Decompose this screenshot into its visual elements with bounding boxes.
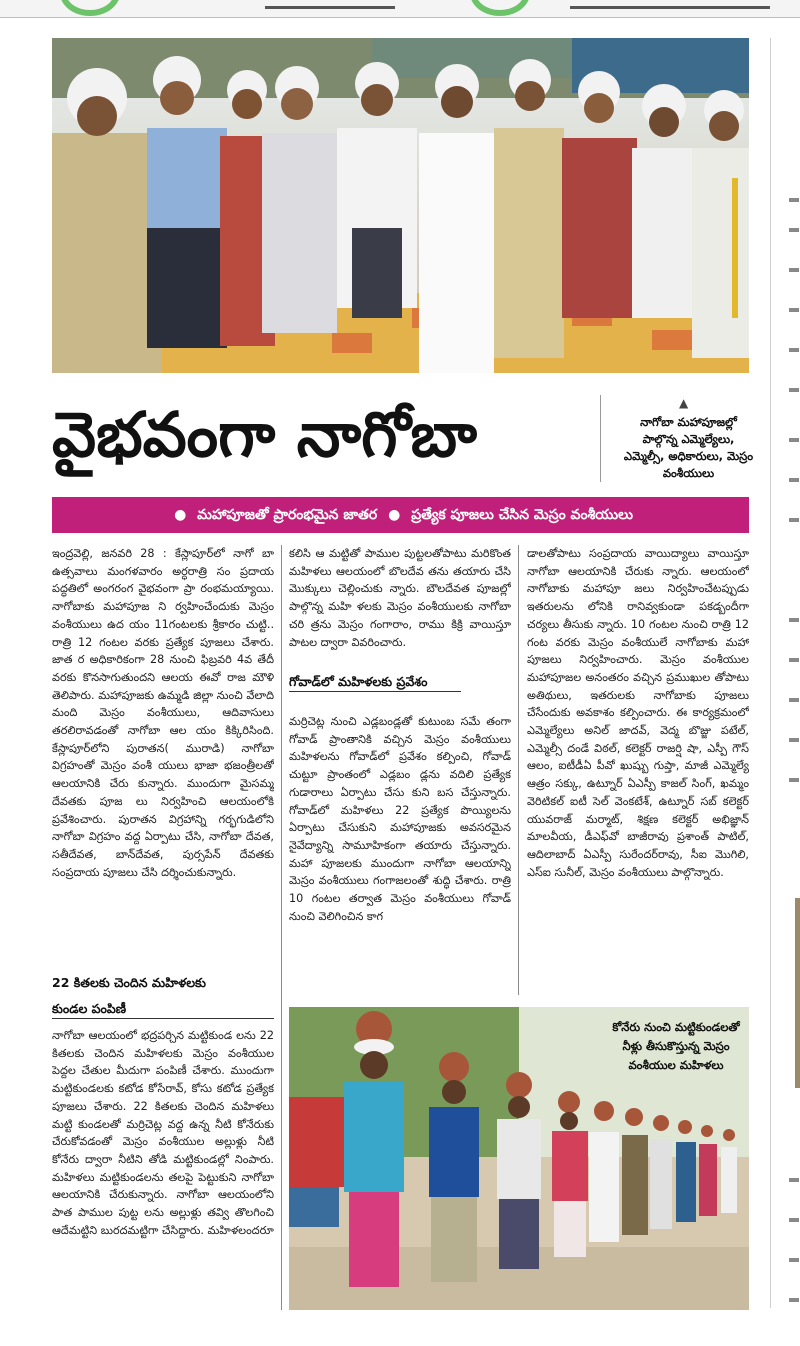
decorative-arc <box>60 0 120 16</box>
caption-line: కోనేరు నుంచి మట్టికుండలతో <box>612 1020 740 1034</box>
subheading: కుండల పంపిణీ <box>52 1000 274 1019</box>
cut-text-line <box>265 6 395 9</box>
headline: వైభవంగా నాగోబా <box>52 398 478 471</box>
subheading: 22 కితలకు చెందిన మహిళలకు <box>52 975 206 990</box>
bottom-photo-caption <box>596 1018 756 1075</box>
body-column-2-bottom <box>289 713 511 995</box>
caption-line: వంశీయులు <box>662 466 715 480</box>
body-paragraph: మర్రిచెట్ల నుంచి ఎడ్లబండ్లతో కుటుంబ సమే తంగా గోవాడ్ ప్రాంతానికి వచ్చిన మెస్రం వంశీయులు మహిళలను గోవాడ్‌లో ప్రవేశం కల్పించి, గోవాడ్ చుట్టూ ప్రాంతంలో ఎడ్లబం డ్లను వదిలి ప్రత్యేక గుడారాలు ఏర్పాటు చేసు కుని బస చేస్తున్నారు. గోవాడ్‌లో మహిళలు 22 ప్రత్యేక పొయ్యిలను ఏర్పాటు చేసుకుని మహాపూజకు అవసరమైన నైవేద్యాన్ని సామూహికంగా తయారు చేస్తున్నారు. మహా పూజలకు ముందుగా నాగోబా ఆలయాన్ని మెస్రం వంశీయులు గంగాజలంతో శుద్ధి చేశారు. రాత్రి 10 గంటల తర్వాత మెస్రం వంశీయులు గోవాడ్ నుంచి వెలిగించిన కాగ <box>289 715 511 923</box>
body-paragraph: నాగోబా ఆలయంలో భద్రపర్చిన మట్టికుండ లను 22 కితలకు చెందిన మహిళలకు మెస్రం వంశీయుల పెద్దల చేతుల మీదుగా పంపిణీ చేశారు. ముందుగా మట్టికుండలకు కటోడ కోసేరావ్, కోసు కటోడ ప్రత్యేక పూజలు చేశారు. 22 కితలకు చెందిన మహిళలు మట్టి కుండలతో మర్రిచెట్ల వద్ద ఉన్న నీటి కోనేరుకు చేరుకోవడంతో మెస్రం వంశీయుల అల్లుళ్లు నీటి కోనేరు ద్వారా నీటిని తోడి మట్టికుండల్లో నింపారు. మహిళలు మట్టికుండలను తలపై పెట్టుకుని నాగోబా ఆలయానికి చేరుకున్నారు. నాగోబా ఆలయంలోని పాత పాముల పుట్ట లను అల్లుళ్లు తవ్వి తొలగించి ఆదేమట్టిని బురదమట్టిగా చేసిద్దారు. మహిళలందరూ <box>52 1029 274 1237</box>
subheading: గోవాడ్‌లో మహిళలకు ప్రవేశం <box>289 673 461 692</box>
deck-item-1: మహాపూజతో ప్రారంభమైన జాతర <box>197 507 378 523</box>
top-photo-caption <box>600 395 768 482</box>
body-column-1-bottom <box>52 1027 274 1310</box>
body-column-1-top <box>52 545 274 961</box>
body-column-2-top <box>289 545 511 669</box>
bullet-icon: ● <box>388 507 401 523</box>
decorative-arc <box>470 0 530 16</box>
deck-bar <box>52 497 749 533</box>
deck-item-2: ప్రత్యేక పూజలు చేసిన మెస్రం వంశీయులు <box>411 507 633 523</box>
caption-line: నాగోబా మహాపూజల్లో <box>640 415 737 429</box>
column-rule <box>281 545 282 1310</box>
body-paragraph: కలిసి ఆ మట్టితో పాముల పుట్టలతోపాటు మరికొంత మహిళలు ఆలయంలో బొలదేవ తను తయారు చేసి మొక్కులు చెల్లించుకు న్నారు. బౌలదేవత పూజల్లో పాల్గొన్న మహి ళలకు మెస్రం వంశీయులకు నాగోబా చరి త్రను మెస్రం గంగారాం, రాము కిక్రి వాయిస్తూ పాటల ద్వారా వివరించారు. <box>289 547 511 649</box>
body-paragraph: ఇంద్రవెల్లి, జనవరి 28 : కేస్లాపూర్‌లో నాగో బా ఉత్సవాలు మంగళవారం అర్ధరాత్రి సం ప్రదాయ పద్ధతిలో అంగరంగ వైభవంగా ప్రా రంభమయ్యాయి. నాగోబాకు మహాపూజ ని ర్వహించేందుకు మెస్రం వంశీయులు ఉద యం 11గంటలకు శ్రీకారం చుట్టి.. రాత్రి 12 గంటల వరకు ప్రత్యేక పూజలు చేశారు. జాత ర అధికారికంగా 28 నుంచి ఫిబ్రవరి 4వ తేదీ వరకు కొనసాగుతుందని ఆలయ ఈవో రాజ మౌళి తెలిపారు. మహాపూజకు ఉమ్మడి జిల్లా నుంచి వేలాది మంది మెస్రం వంశీయులు, ఆదివాసులు తరలిరావడంతో నాగోబా ఆల యం కిక్కిరిసింది. కేస్లాపూర్‌లోని పురాతన( మురాడి) నాగోబా విగ్రహంతో మెస్రం వంశీ యులు భాజా భజంత్రీలతో ఆలయానికి చేరు కున్నారు. ముందుగా మైసమ్మ దేవతకు పూజ లు నిర్వహించి ఆలయంలోకి ప్రవేశించారు. పురాతన విగ్రహాన్ని గర్భగుడిలోని నాగోబా విగ్రహం వద్ద ఏర్పాటు చేసి, నాగోబా దేవత, సతీదేవత, బాన్‌దేవత, పుర్సపేన్ దేవతకు సంప్రదాయ పూజలు చేసి దర్శించుకున్నారు. <box>52 547 274 879</box>
caption-line: వంశీయుల మహిళలు <box>628 1058 724 1072</box>
caption-pointer-icon: ▲ <box>679 396 689 410</box>
bullet-icon: ● <box>174 507 187 523</box>
caption-line: పాల్గొన్న ఎమ్మెల్యేలు, <box>642 432 735 446</box>
body-paragraph: డాలతోపాటు సంప్రదాయ వాయిద్యాలు వాయిస్తూ నాగోబా ఆలయానికి చేరుకు న్నారు. ఆలయంలో నాగోబాకు మహాపూ జలు నిర్వహించేటప్పుడు ఇతరులను లోనికి రానివ్వకుండా పకడ్బందీగా చర్యలు తీసుకు న్నారు. 10 గంటల నుంచి రాత్రి 12 గంట వరకు మెస్రం వంశీయులే నాగోబాకు మహా పూజలు నిర్వహించారు. మెస్రం వంశీయుల మహాపూజల అనంతరం వచ్చిన ప్రముఖుల తోపాటు అతిథులు, ఇతరులకు నాగోబాకు పూజలు చేసేందుకు అవకాశం కల్పించారు. ఈ కార్యక్రమంలో ఎమ్మెల్యేలు అనిల్ జాదవ్, వెద్మ బొజ్జు పటేల్, ఎమ్మెల్సీ దండే విఠల్, కలెక్టర్ రాజర్షి షా, ఎస్పీ గౌస్ ఆలం, ఐటీడీఏ పీవో ఖుష్బు గుప్తా, మాజీ ఎమ్మెల్యే ఆత్రం సక్కు, ఉట్నూర్ ఏఎస్పీ కాజల్ సింగ్, ఖమ్మం వెరిటికల్ ఐటీ సెల్ వెంకటేశ్, ఉట్నూర్ సబ్ కలెక్టర్ యువరాజ్ మర్మాట్, శిక్షణ కలెక్టర్ అభిజ్ఞాన్ మాలవీయ, డీఎఫ్‌వో బాజీరావు ప్రశాంత్ పాటిల్, ఆదిలాబాద్ ఏఎస్పీ సురేందర్‌రావు, సీఐ మొగిలి, ఎస్ఐ సునీల్, మెస్రం వంశీయులు పాల్గొన్నారు. <box>527 547 749 879</box>
group-photo <box>52 38 749 373</box>
column-rule <box>518 545 519 995</box>
cut-text-line <box>570 6 770 9</box>
caption-line: నీళ్లు తీసుకొస్తున్న మెస్రం <box>622 1039 730 1053</box>
top-strip <box>0 0 800 18</box>
adjacent-column-edge <box>770 38 800 1308</box>
caption-line: ఎమ్మెల్సీ, అధికారులు, మెస్రం <box>623 449 754 463</box>
body-column-3 <box>527 545 749 995</box>
